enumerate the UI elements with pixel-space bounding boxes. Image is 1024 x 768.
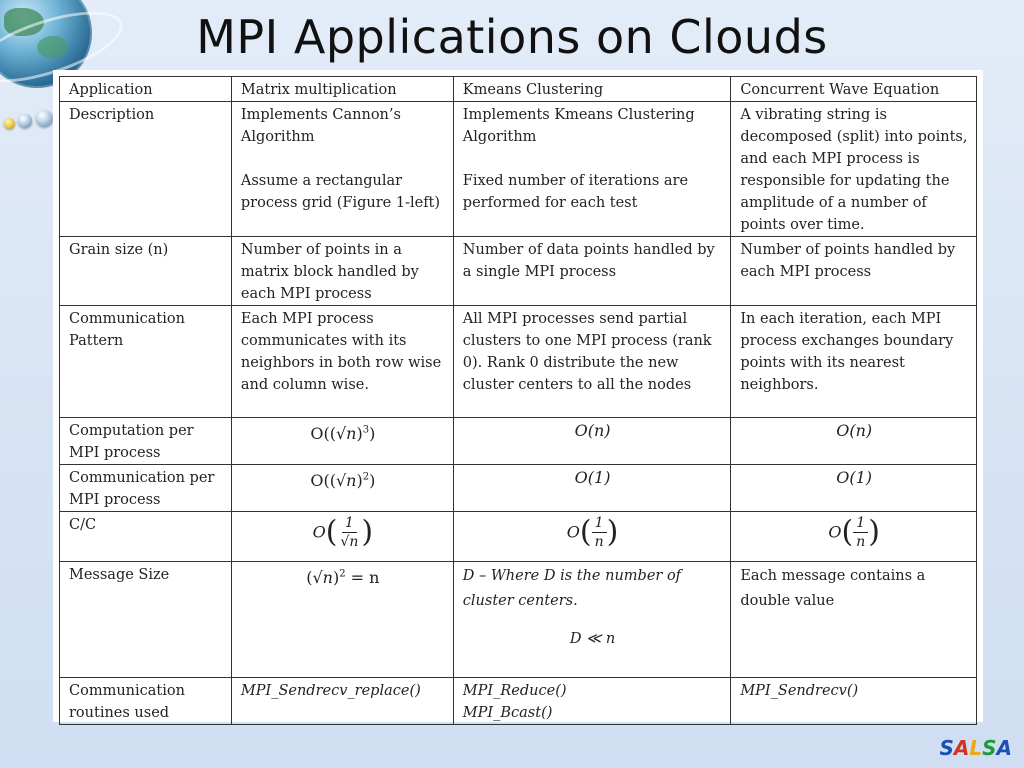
cell-matrix-grain: Number of points in a matrix block handled by each MPI process [231,237,453,306]
row-communication-pattern [60,306,977,418]
row-label: Communication Pattern [60,306,232,418]
cell-kmeans-routines [453,678,731,725]
cell-matrix-routines: MPI_Sendrecv_replace() [231,678,453,725]
matrix-description-grid: Assume a rectangular process grid (Figure 1-left) [240,173,441,211]
cell-kmeans-comm-pattern: All MPI processes send partial clusters to one MPI process (rank 0). Rank 0 distribute the new cluster centers to all the nodes [453,306,731,418]
cell-kmeans-message [453,562,731,678]
computation-formula: $O((√n)^3)$ [310,424,376,444]
kmeans-message-definition: D – Where D is the number of cluster centers. [462,568,682,609]
logo-letter: A [996,736,1012,760]
fraction: $\frac{1}{n}$ [853,514,868,551]
row-label: Communication per MPI process [60,465,232,512]
row-label: Message Size [60,562,232,678]
row-description [60,102,977,237]
cell-matrix-computation [231,418,453,465]
cell-wave-description: A vibrating string is decomposed (split) into points, and each MPI process is responsible for updating the amplitude of a number of points over time. [731,102,977,237]
comparison-table [59,76,977,725]
cell-wave-communication: O(1) [731,465,977,512]
logo-letter: S [982,736,997,760]
cell-wave-cc: O( $\frac{1}{n}$ ) [731,512,977,562]
slide-title: MPI Applications on Clouds [196,10,828,64]
cell-matrix-communication [231,465,453,512]
row-message-size [60,562,977,678]
cell-kmeans-communication: O(1) [453,465,731,512]
logo-letter: L [969,736,983,760]
header-cell-matrix: Matrix multiplication [231,77,453,102]
communication-formula: $O((√n)^2)$ [310,471,376,491]
row-grain-size [60,237,977,306]
kmeans-routine-bcast: MPI_Bcast() [462,705,553,721]
cell-wave-computation: O(n) [731,418,977,465]
row-routines [60,678,977,725]
table-panel [53,70,983,722]
cell-wave-routines: MPI_Sendrecv() [731,678,977,725]
cell-matrix-description [231,102,453,237]
matrix-description-algorithm: Implements Cannon’s Algorithm [240,107,401,145]
bubble-decoration [4,118,15,129]
cell-kmeans-computation: O(n) [453,418,731,465]
row-label: C/C [60,512,232,562]
bubble-decoration [36,110,53,127]
cell-wave-grain: Number of points handled by each MPI process [731,237,977,306]
cell-kmeans-grain: Number of data points handled by a single MPI process [453,237,731,306]
header-cell-application: Application [60,77,232,102]
cell-kmeans-description [453,102,731,237]
header-cell-wave: Concurrent Wave Equation [731,77,977,102]
row-computation [60,418,977,465]
fraction: $\frac{1}{√n}$ [340,515,359,550]
kmeans-routine-reduce: MPI_Reduce() [462,683,567,699]
cell-matrix-message [231,562,453,678]
cell-matrix-cc: O( $\frac{1}{√n}$ ) [231,512,453,562]
kmeans-message-relation: D ≪ n [569,631,616,647]
logo-letter: A [953,736,970,760]
row-label: Grain size (n) [60,237,232,306]
cell-matrix-comm-pattern: Each MPI process communicates with its neighbors in both row wise and column wise. [231,306,453,418]
bubble-decoration [18,114,32,128]
row-communication [60,465,977,512]
row-label: Computation per MPI process [60,418,232,465]
cell-wave-comm-pattern: In each iteration, each MPI process exchanges boundary points with its nearest neighbors. [731,306,977,418]
message-formula: $(√n)^2 = n$ [306,568,380,588]
fraction: $\frac{1}{n}$ [592,514,607,551]
row-cc [60,512,977,562]
cell-kmeans-cc: O( $\frac{1}{n}$ ) [453,512,731,562]
header-row [60,77,977,102]
row-label: Description [60,102,232,237]
logo-letter: S [939,736,954,760]
kmeans-description-iterations: Fixed number of iterations are performed for each test [462,173,689,211]
kmeans-description-algorithm: Implements Kmeans Clustering Algorithm [462,107,695,145]
cell-wave-message: Each message contains a double value [731,562,977,678]
header-cell-kmeans: Kmeans Clustering [453,77,731,102]
row-label: Communication routines used [60,678,232,725]
salsa-logo [939,736,1012,760]
